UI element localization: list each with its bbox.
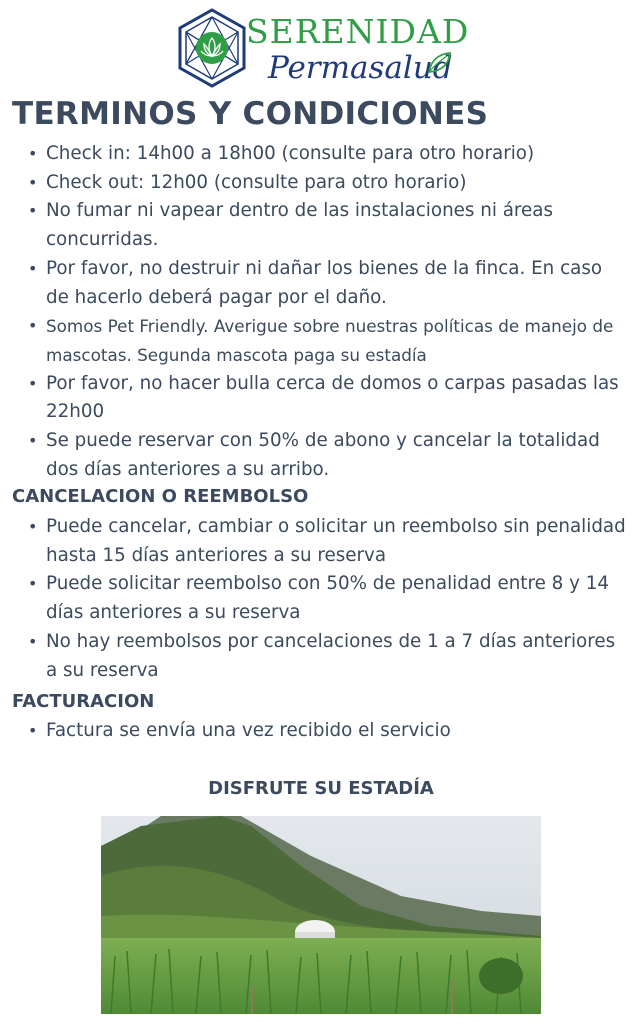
leaf-icon (426, 50, 452, 76)
list-item: • Check out: 12h00 (consulte para otro horario) (26, 169, 626, 198)
page-title: TERMINOS Y CONDICIONES (12, 96, 489, 132)
billing-title: FACTURACION (12, 691, 155, 712)
list-item: • Somos Pet Friendly. Averigue sobre nuestras políticas de manejo de mascotas. Segunda mascota paga su estadía (26, 312, 626, 369)
list-item: • Puede cancelar, cambiar o solicitar un reembolso sin penalidad hasta 15 días anteriores a su reserva (26, 513, 626, 570)
list-item: • No hay reembolsos por cancelaciones de 1 a 7 días anteriores a su reserva (26, 628, 626, 685)
list-item: • Por favor, no hacer bulla cerca de domos o carpas pasadas las 22h00 (26, 370, 626, 427)
list-item: • Factura se envía una vez recibido el servicio (26, 717, 626, 746)
list-item: • Check in: 14h00 a 18h00 (consulte para otro horario) (26, 140, 626, 169)
brand-name: SERENIDAD (246, 12, 470, 51)
list-item: • No fumar ni vapear dentro de las instalaciones ni áreas concurridas. (26, 197, 626, 254)
cancellation-title: CANCELACION O REEMBOLSO (12, 486, 309, 507)
brand-logo (176, 8, 476, 90)
list-item: • Por favor, no destruir ni dañar los bienes de la finca. En caso de hacerlo deberá pagar por el daño. (26, 255, 626, 312)
enjoy-heading: DISFRUTE SU ESTADÍA (208, 778, 434, 799)
cancellation-list (26, 513, 626, 685)
brand-subtitle: Permasalud (268, 50, 453, 86)
landscape-photo (101, 816, 541, 1014)
billing-list (26, 717, 626, 746)
list-item: • Puede solicitar reembolso con 50% de penalidad entre 8 y 14 días anteriores a su reserva (26, 570, 626, 627)
terms-list (26, 140, 626, 484)
list-item: • Se puede reservar con 50% de abono y cancelar la totalidad dos días anteriores a su arribo. (26, 427, 626, 484)
lotus-hexagon-logo-icon (176, 8, 248, 88)
